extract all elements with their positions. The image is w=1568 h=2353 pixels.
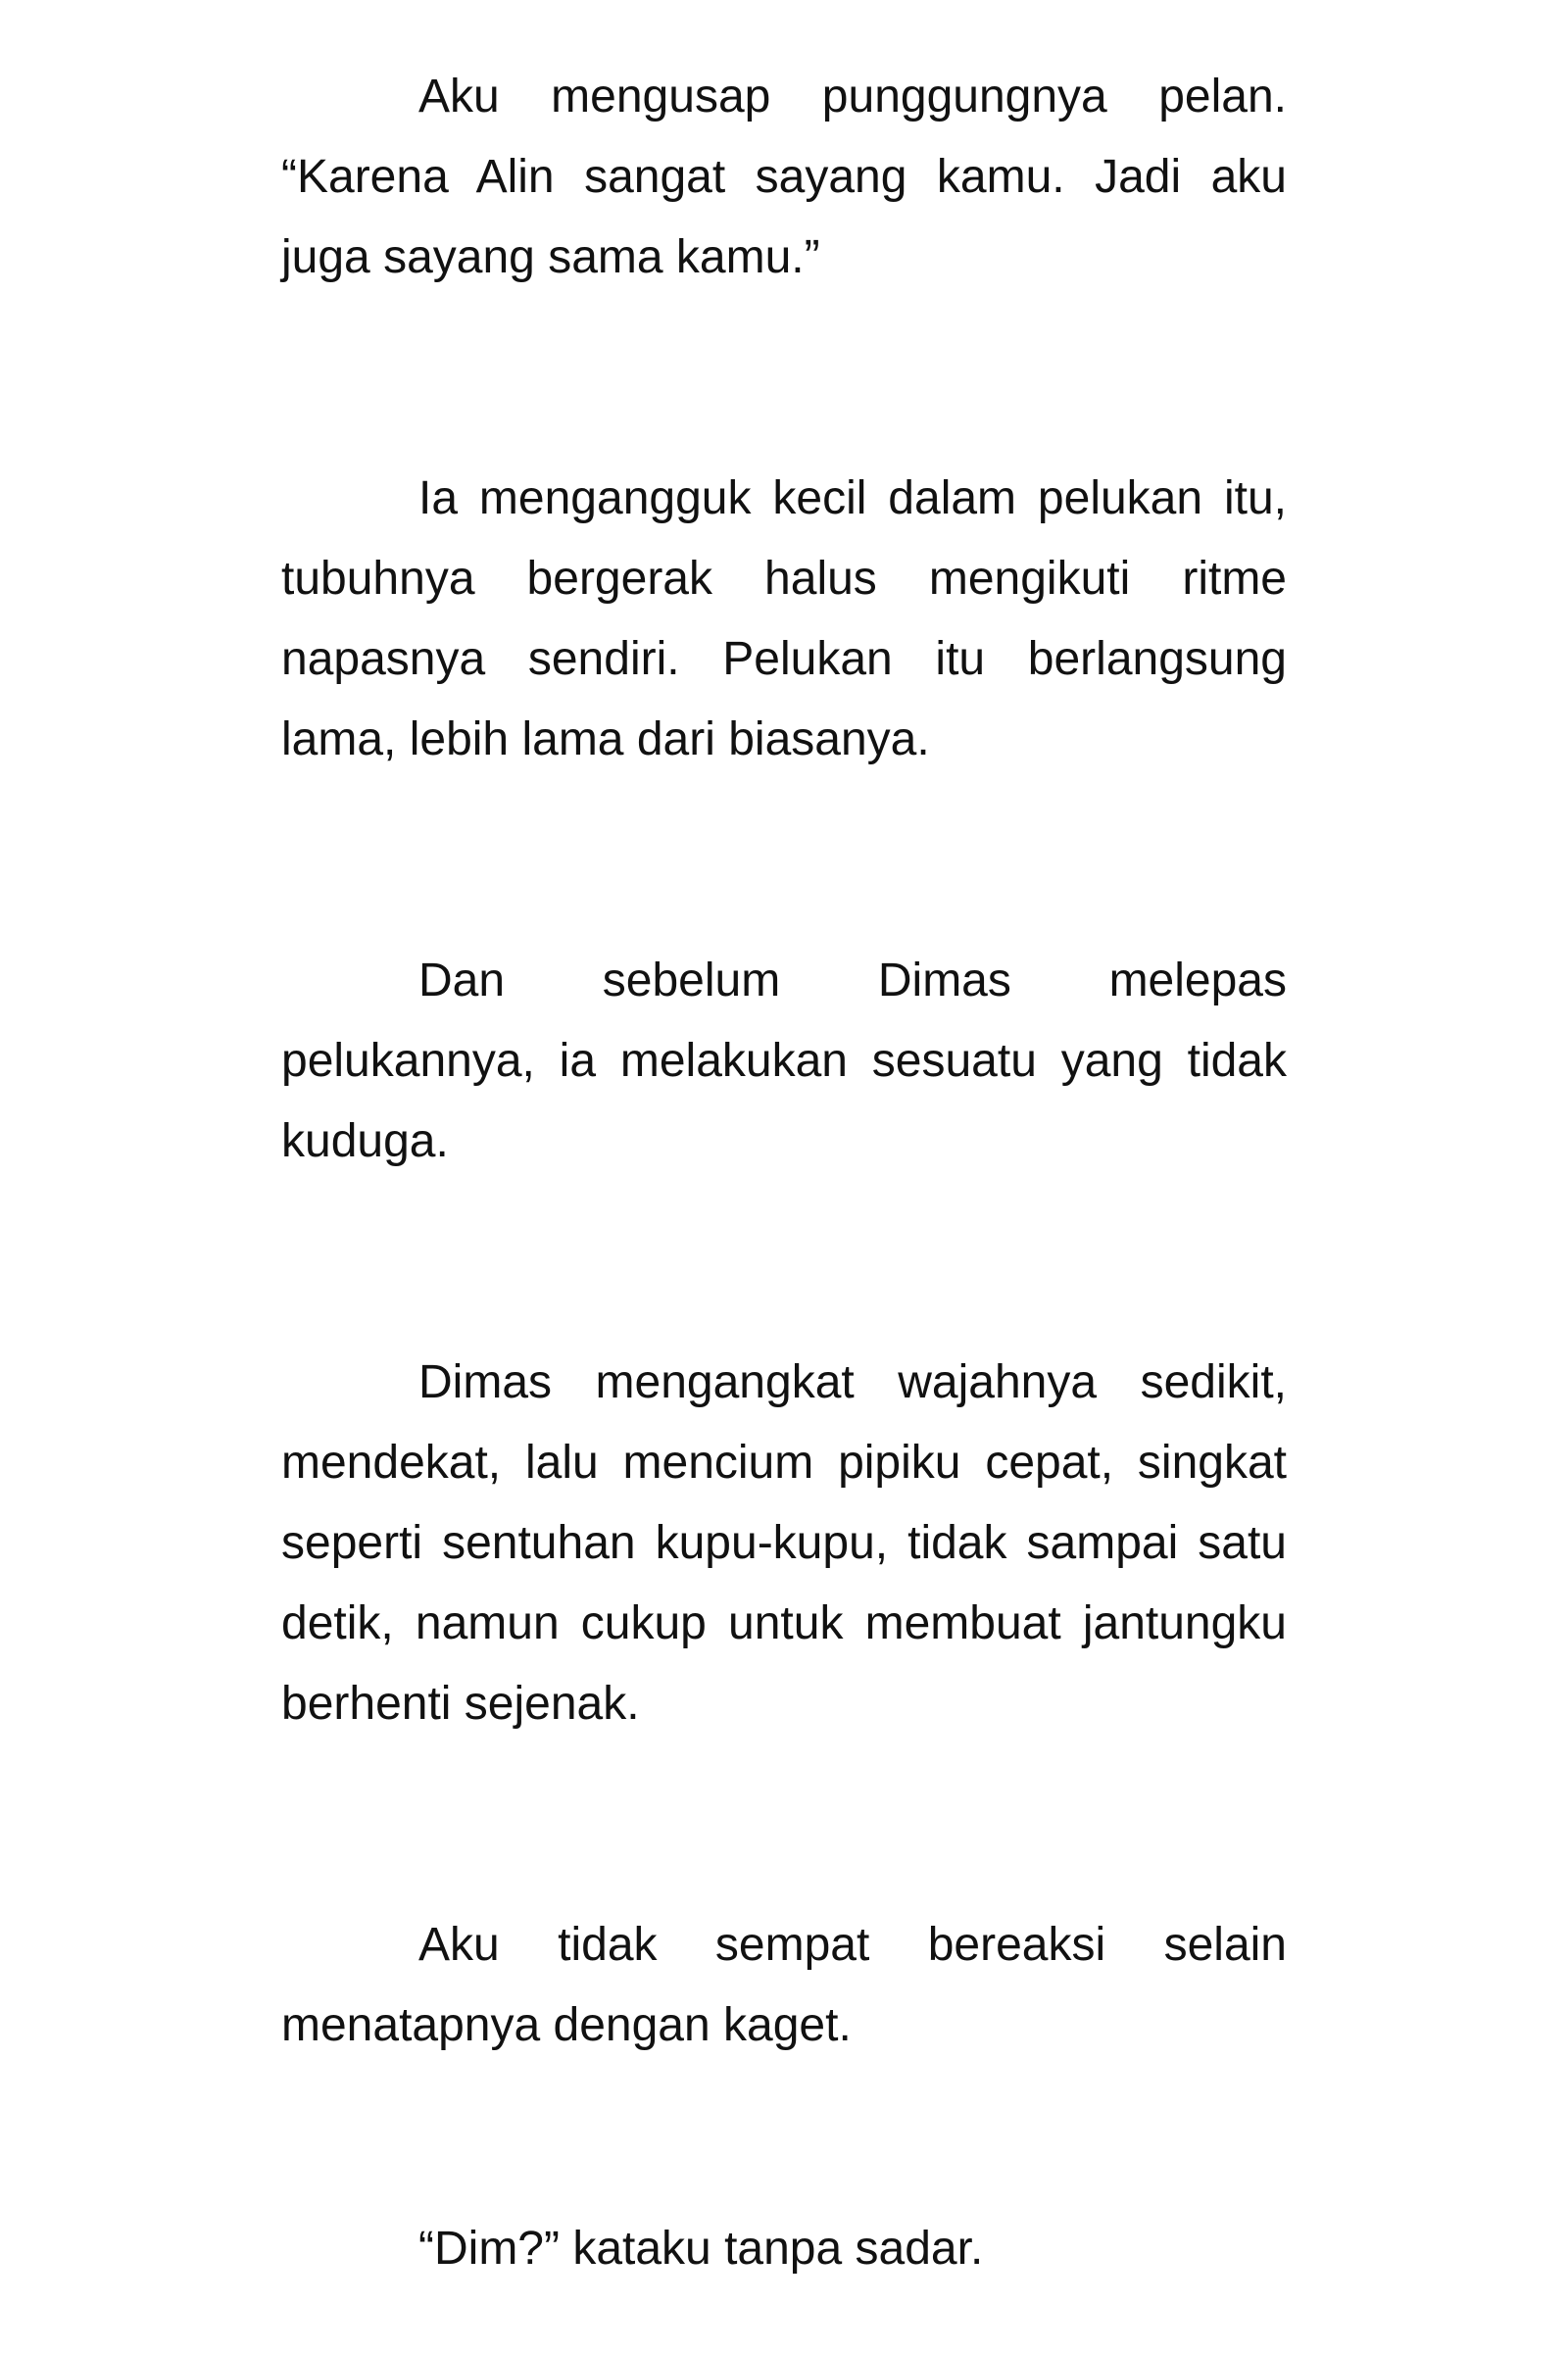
body-text (281, 57, 1287, 2289)
paragraph-5: Aku tidak sempat bereaksi selain menatapnya dengan kaget. (281, 1919, 1287, 2051)
paragraph-1: Aku mengusap punggungnya pelan. “Karena Alin sangat sayang kamu. Jadi aku juga sayang sama kamu.” (281, 71, 1287, 283)
paragraph-4: Dimas mengangkat wajahnya sedikit, mendekat, lalu mencium pipiku cepat, singkat seperti sentuhan kupu-kupu, tidak sampai satu detik, namun cukup untuk membuat jantungku berhenti sejenak. (281, 1356, 1287, 1730)
paragraph-6: “Dim?” kataku tanpa sadar. (418, 2223, 984, 2275)
paragraph-3: Dan sebelum Dimas melepas pelukannya, ia melakukan sesuatu yang tidak kuduga. (281, 955, 1287, 1167)
paragraph-2: Ia mengangguk kecil dalam pelukan itu, tubuhnya bergerak halus mengikuti ritme napasnya sendiri. Pelukan itu berlangsung lama, lebih lama dari biasanya. (281, 472, 1287, 765)
